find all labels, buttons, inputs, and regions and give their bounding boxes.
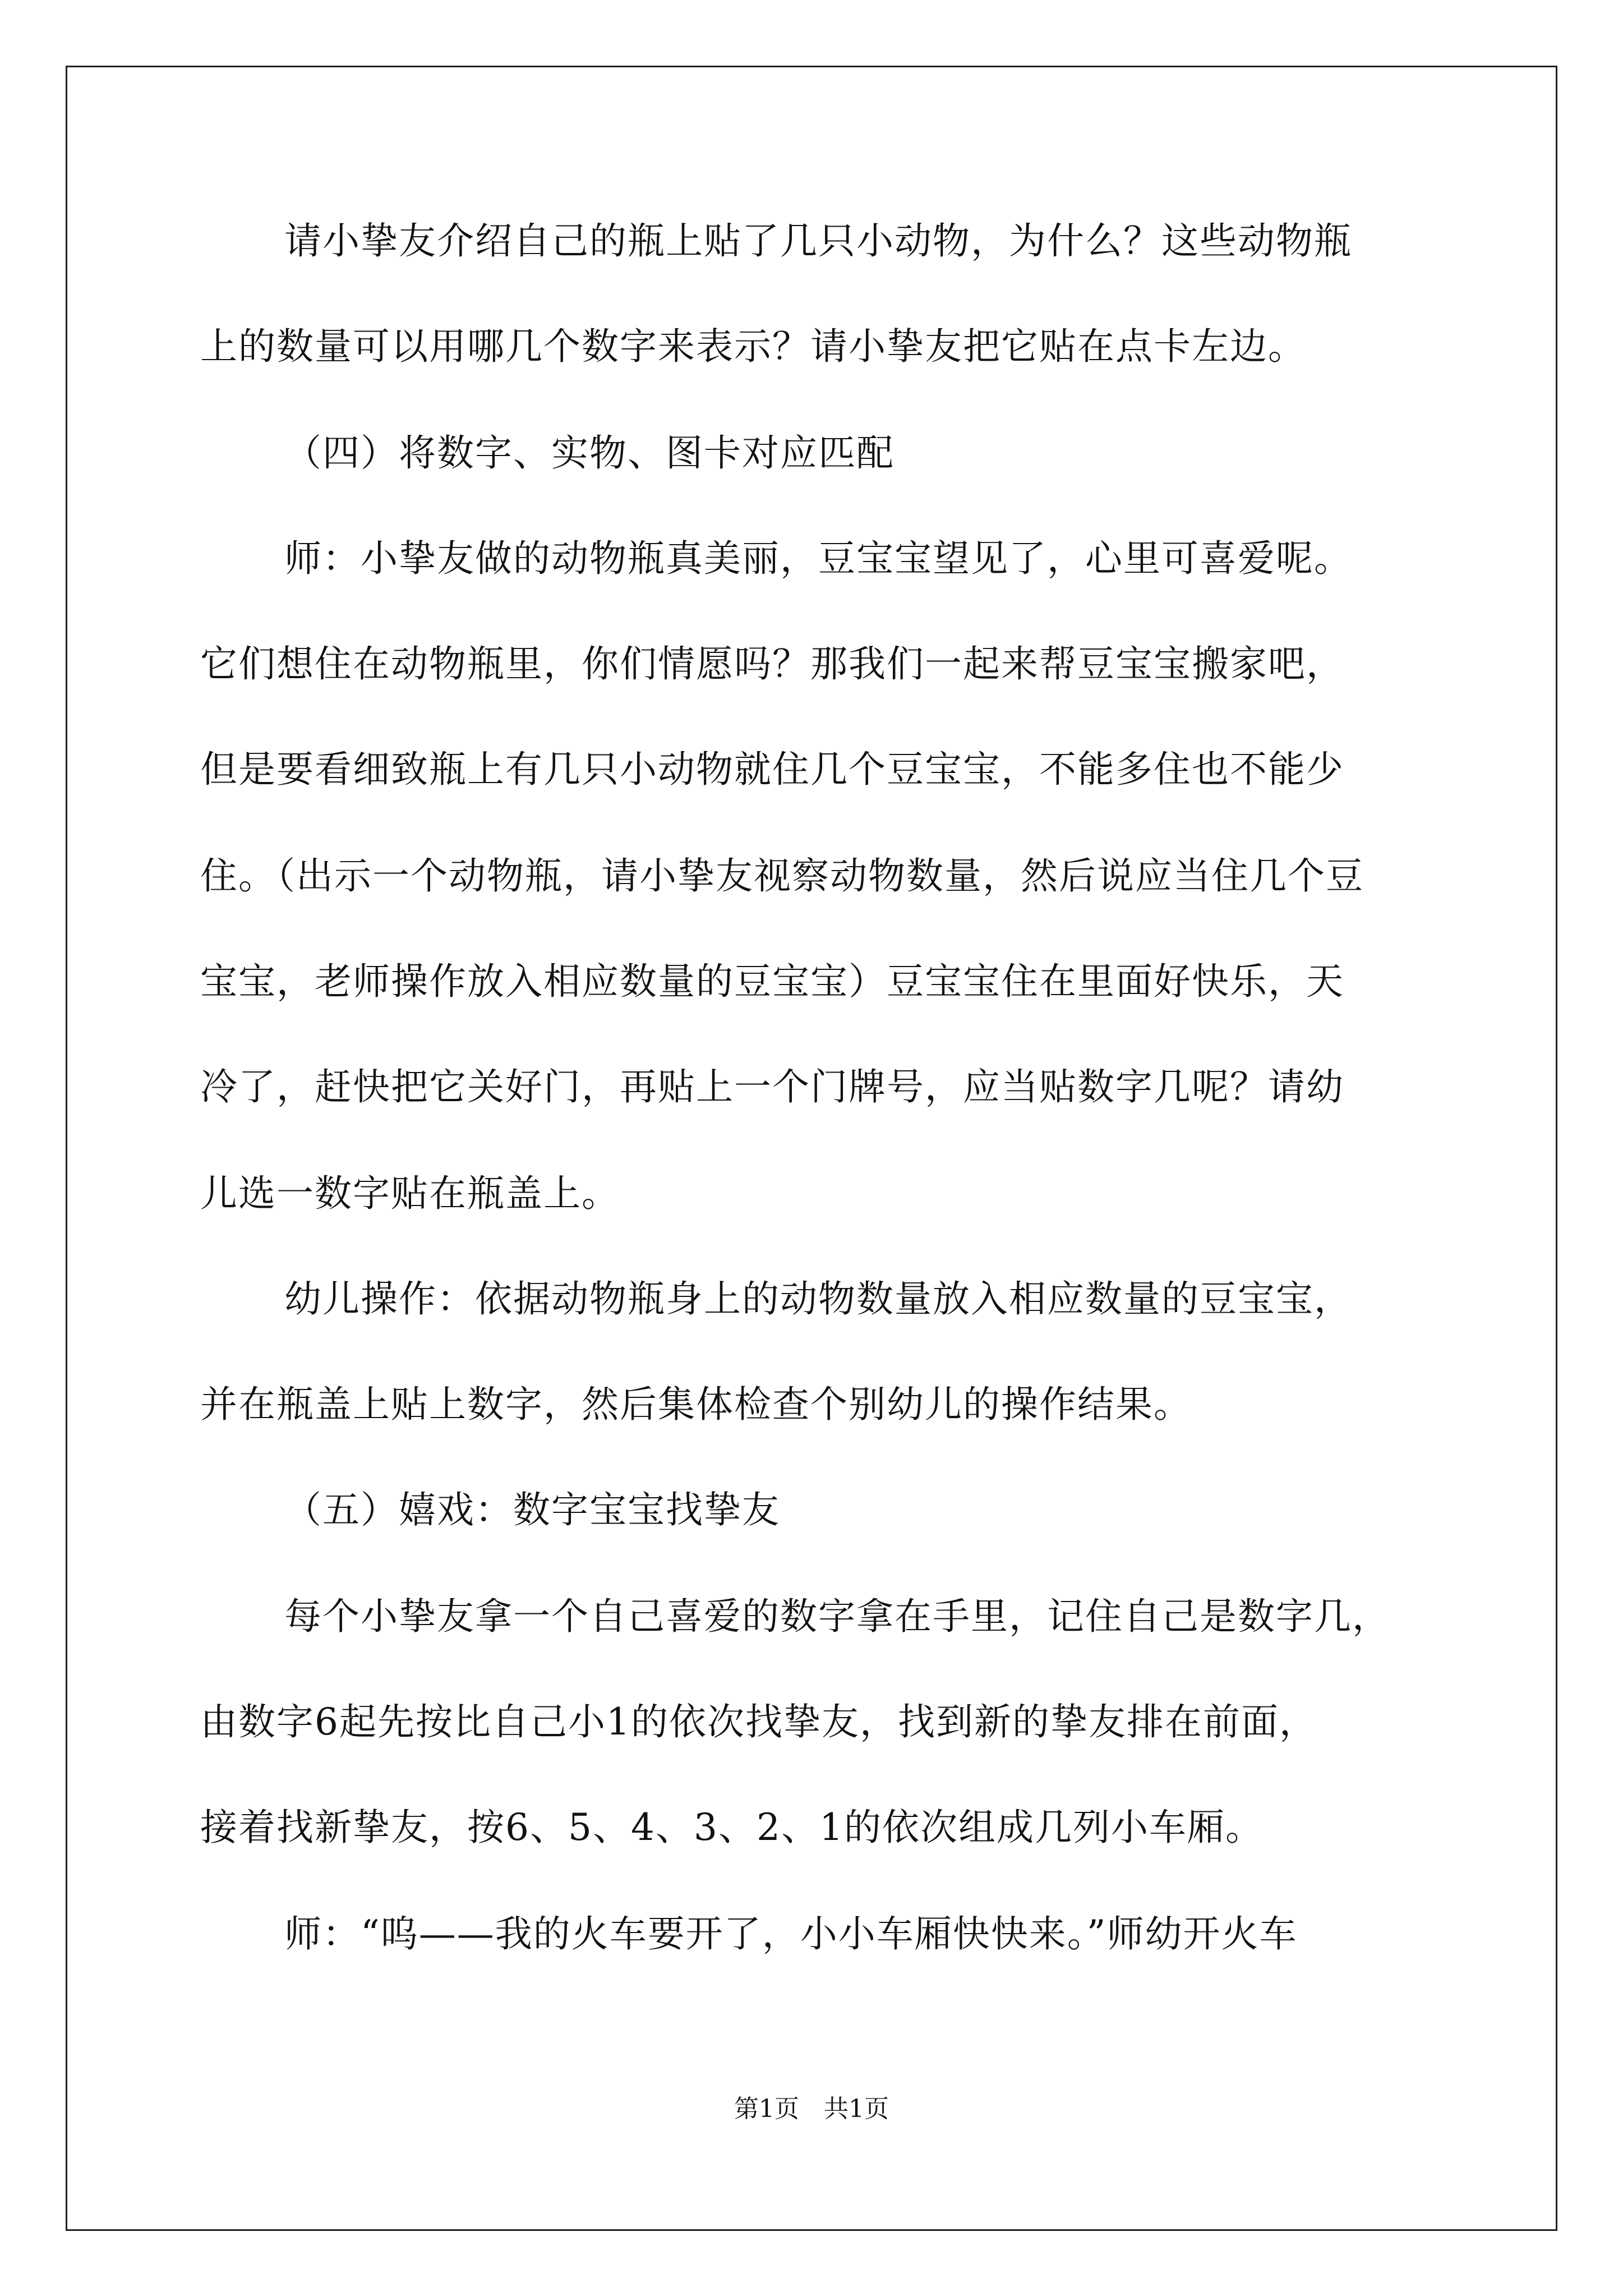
text-line: 师：小挚友做的动物瓶真美丽，豆宝宝望见了，心里可喜爱呢。 — [284, 537, 1352, 580]
page-border — [66, 66, 1557, 2231]
section-heading: （四）将数字、实物、图卡对应匹配 — [284, 431, 895, 475]
text-line: 每个小挚友拿一个自己喜爱的数字拿在手里，记住自己是数字几， — [284, 1595, 1390, 1638]
text-line: 冷了，赶快把它关好门，再贴上一个门牌号，应当贴数字几呢？请幼 — [200, 1065, 1344, 1108]
text-line: 它们想住在动物瓶里，你们情愿吗？那我们一起来帮豆宝宝搬家吧， — [200, 642, 1344, 685]
text-line: 上的数量可以用哪几个数字来表示？请小挚友把它贴在点卡左边。 — [200, 325, 1306, 368]
text-line: 并在瓶盖上贴上数字，然后集体检查个别幼儿的操作结果。 — [200, 1383, 1192, 1426]
section-heading: （五）嬉戏：数字宝宝找挚友 — [284, 1488, 780, 1531]
page-footer: 第1页 共1页 — [734, 2095, 889, 2123]
text-line: 由数字6起先按比自己小1的依次找挚友，找到新的挚友排在前面， — [200, 1700, 1317, 1743]
text-line: 幼儿操作：依据动物瓶身上的动物数量放入相应数量的豆宝宝， — [284, 1277, 1352, 1320]
text-line: 住。（出示一个动物瓶，请小挚友视察动物数量，然后说应当住几个豆 — [200, 854, 1364, 898]
text-line: 但是要看细致瓶上有几只小动物就住几个豆宝宝，不能多住也不能少 — [200, 748, 1344, 791]
text-line: 接着找新挚友，按6、5、4、3、2、1的依次组成几列小车厢。 — [200, 1806, 1264, 1849]
text-line: 师：“呜——我的火车要开了，小小车厢快快来。”师幼开火车 — [284, 1912, 1298, 1955]
text-line: 请小挚友介绍自己的瓶上贴了几只小动物，为什么？这些动物瓶 — [284, 219, 1352, 263]
text-line: 儿选一数字贴在瓶盖上。 — [200, 1172, 620, 1215]
text-line: 宝宝，老师操作放入相应数量的豆宝宝）豆宝宝住在里面好快乐，天 — [200, 960, 1344, 1003]
